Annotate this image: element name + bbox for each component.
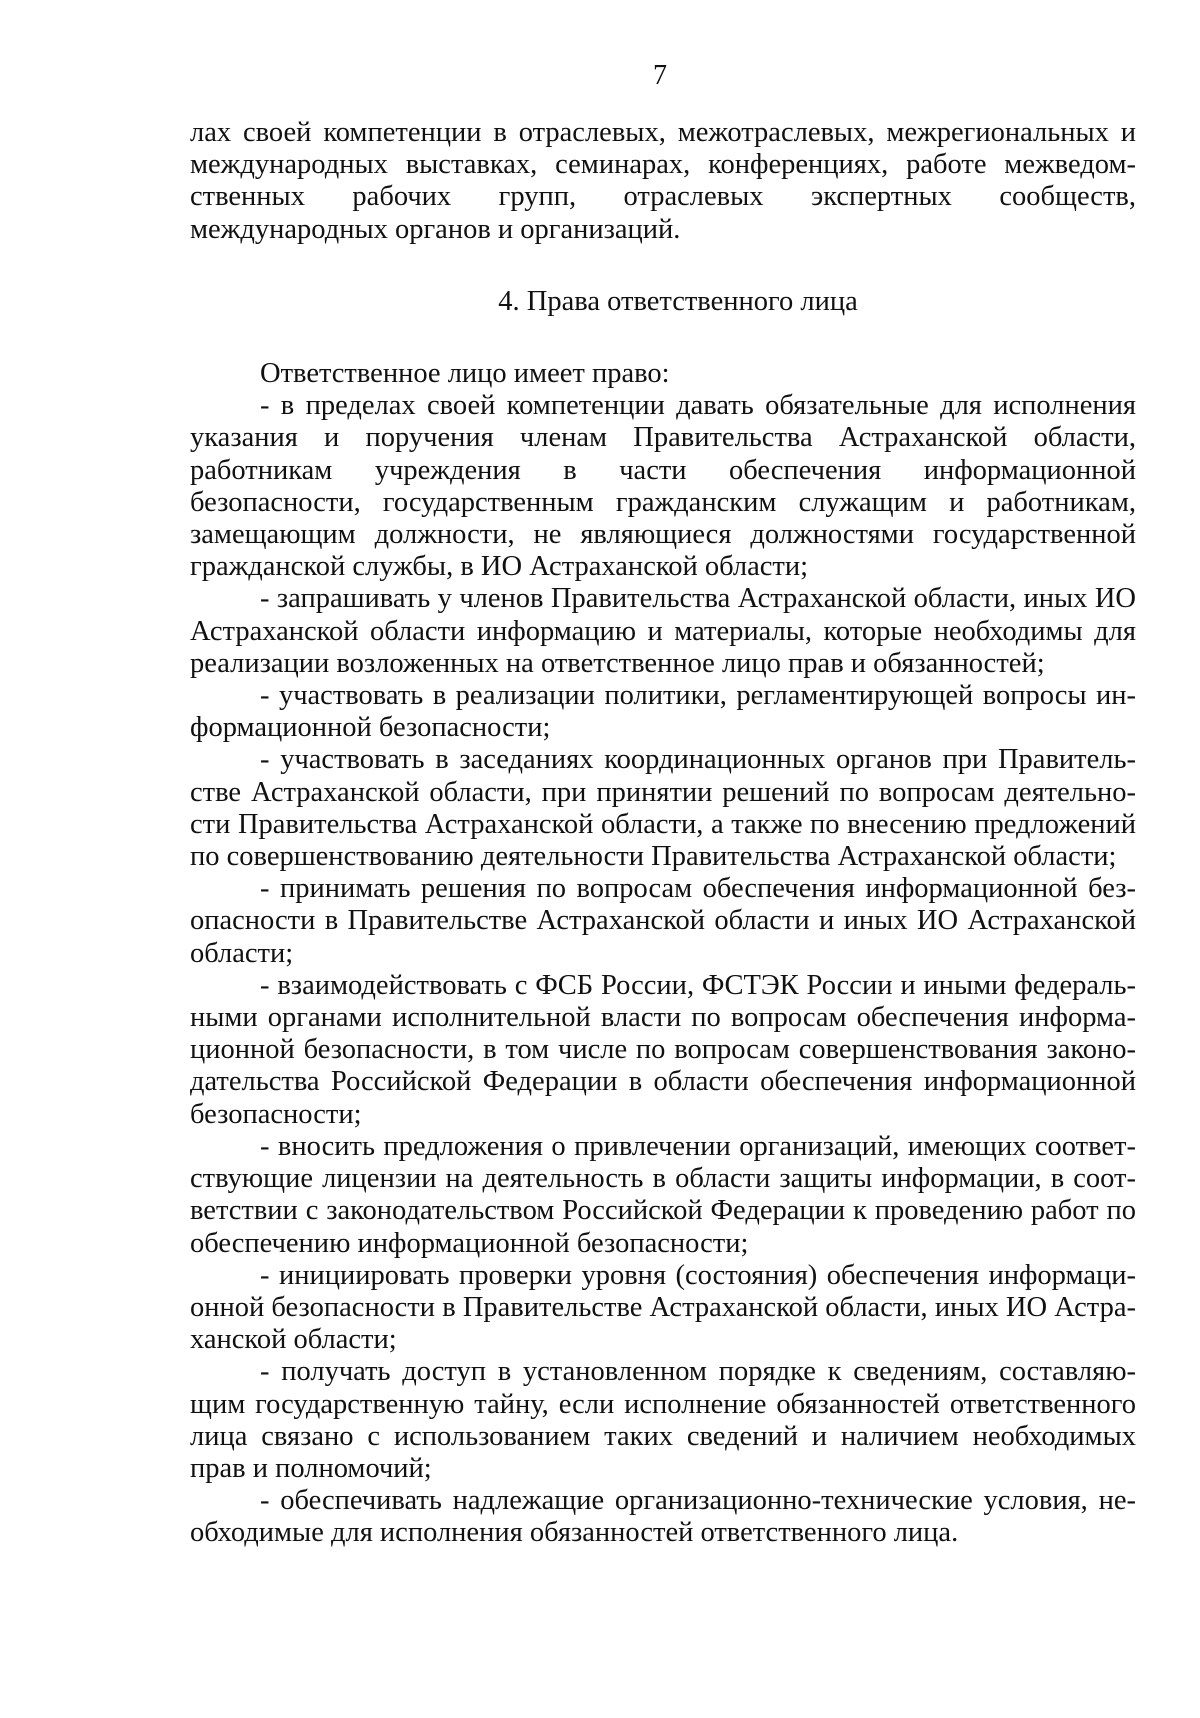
rights-item: - взаимодействовать с ФСБ России, ФСТЭК России и иными федеральными органами исполнительной власти по вопросам обеспечения информационной безопасности, в том числе по вопросам совершенствования законодательства Российской Федерации в области обеспечения информационной безопасности; [190, 969, 1136, 1130]
document-body [190, 117, 1136, 1550]
rights-item: - в пределах своей компетенции давать обязательные для исполнения указания и поручения членам Правительства Астраханской области, работникам учреждения в части обеспечения информационной безопасности, государственным гражданским служащим и работникам, замещающим должности, не являющиеся должностями государственной гражданской службы, в ИО Астраханской области; [190, 390, 1136, 583]
rights-item: - обеспечивать надлежащие организационно-технические условия, необходимые для исполнения обязанностей ответственного лица. [190, 1485, 1136, 1549]
rights-item: - участвовать в реализации политики, регламентирующей вопросы информационной безопасности; [190, 680, 1136, 744]
page-number: 7 [653, 60, 667, 91]
section-heading: 4. Права ответственного лица [498, 285, 858, 317]
rights-item: - вносить предложения о привлечении организаций, имеющих соответствующие лицензии на деятельность в области защиты информации, в соответствии с законодательством Российской Федерации к проведению работ по обеспечению информационной безопасности; [190, 1130, 1136, 1259]
rights-item: - запрашивать у членов Правительства Астраханской области, иных ИО Астраханской области информацию и материалы, которые необходимы для реализации возложенных на ответственное лицо прав и обязанностей; [190, 583, 1136, 679]
rights-item: - принимать решения по вопросам обеспечения информационной безопасности в Правительстве Астраханской области и иных ИО Астраханской области; [190, 873, 1136, 969]
section-intro: Ответственное лицо имеет право: [260, 358, 670, 390]
rights-item: - участвовать в заседаниях координационных органов при Правительстве Астраханской области, при принятии решений по вопросам деятельности Правительства Астраханской области, а также по внесению предложений по совершенствованию деятельности Правительства Астраханской области; [190, 744, 1136, 873]
rights-item: - инициировать проверки уровня (состояния) обеспечения информационной безопасности в Правительстве Астраханской области, иных ИО Астраханской области; [190, 1259, 1136, 1356]
rights-item: - получать доступ в установленном порядке к сведениям, составляющим государственную тайну, если исполнение обязанностей ответственного лица связано с использованием таких сведений и наличием необходимых прав и полномочий; [190, 1356, 1136, 1484]
continuation-paragraph: лах своей компетенции в отраслевых, межотраслевых, межрегиональных и международных выставках, семинарах, конференциях, работе межведомственных рабочих групп, отраслевых экспертных сообществ, международных органов и организаций. [190, 117, 1136, 245]
